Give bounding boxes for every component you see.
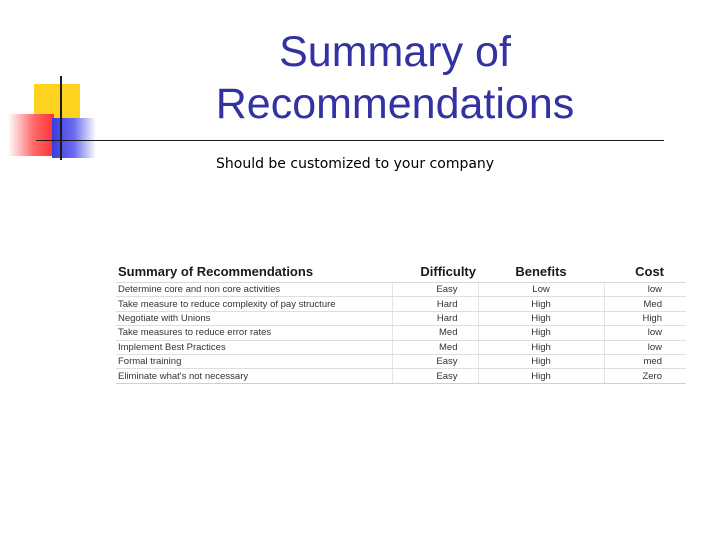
slide-title (200, 26, 590, 130)
cell-recommendation: Determine core and non core activities (116, 283, 392, 297)
slide-logo (0, 0, 110, 170)
table-row (116, 326, 686, 340)
slide-subtitle: Should be customized to your company (216, 156, 495, 172)
cell-benefits: High (478, 340, 604, 354)
cell-recommendation: Take measure to reduce complexity of pay structure (116, 297, 392, 311)
cell-cost: low (604, 340, 686, 354)
recommendations-table (116, 260, 686, 384)
table-row (116, 311, 686, 325)
cell-recommendation: Negotiate with Unions (116, 311, 392, 325)
cell-benefits: High (478, 297, 604, 311)
cell-recommendation: Formal training (116, 354, 392, 368)
cell-difficulty: Hard (392, 297, 478, 311)
cell-cost: High (604, 311, 686, 325)
cell-benefits: High (478, 369, 604, 383)
header-cost: Cost (604, 260, 686, 283)
header-recommendation: Summary of Recommendations (116, 260, 392, 283)
logo-red-square (8, 114, 54, 156)
title-line-2: Recommendations (215, 80, 575, 128)
cell-benefits: High (478, 311, 604, 325)
title-line-1: Summary of (279, 28, 511, 76)
cell-benefits: Low (478, 283, 604, 297)
cell-cost: med (604, 354, 686, 368)
cell-difficulty: Med (392, 340, 478, 354)
table-header-row (116, 260, 686, 283)
cell-cost: low (604, 283, 686, 297)
cell-benefits: High (478, 354, 604, 368)
table-row (116, 354, 686, 368)
cell-difficulty: Hard (392, 311, 478, 325)
logo-vertical-line (60, 76, 62, 160)
header-benefits: Benefits (478, 260, 604, 283)
table-row (116, 340, 686, 354)
cell-recommendation: Eliminate what's not necessary (116, 369, 392, 383)
header-difficulty: Difficulty (392, 260, 478, 283)
table-row (116, 283, 686, 297)
cell-difficulty: Easy (392, 369, 478, 383)
cell-cost: Med (604, 297, 686, 311)
cell-difficulty: Easy (392, 283, 478, 297)
cell-difficulty: Med (392, 326, 478, 340)
table-row (116, 369, 686, 383)
cell-cost: Zero (604, 369, 686, 383)
cell-difficulty: Easy (392, 354, 478, 368)
cell-recommendation: Take measures to reduce error rates (116, 326, 392, 340)
table-row (116, 297, 686, 311)
cell-recommendation: Implement Best Practices (116, 340, 392, 354)
logo-blue-square (52, 118, 96, 158)
cell-cost: low (604, 326, 686, 340)
title-divider-line (36, 140, 664, 141)
cell-benefits: High (478, 326, 604, 340)
